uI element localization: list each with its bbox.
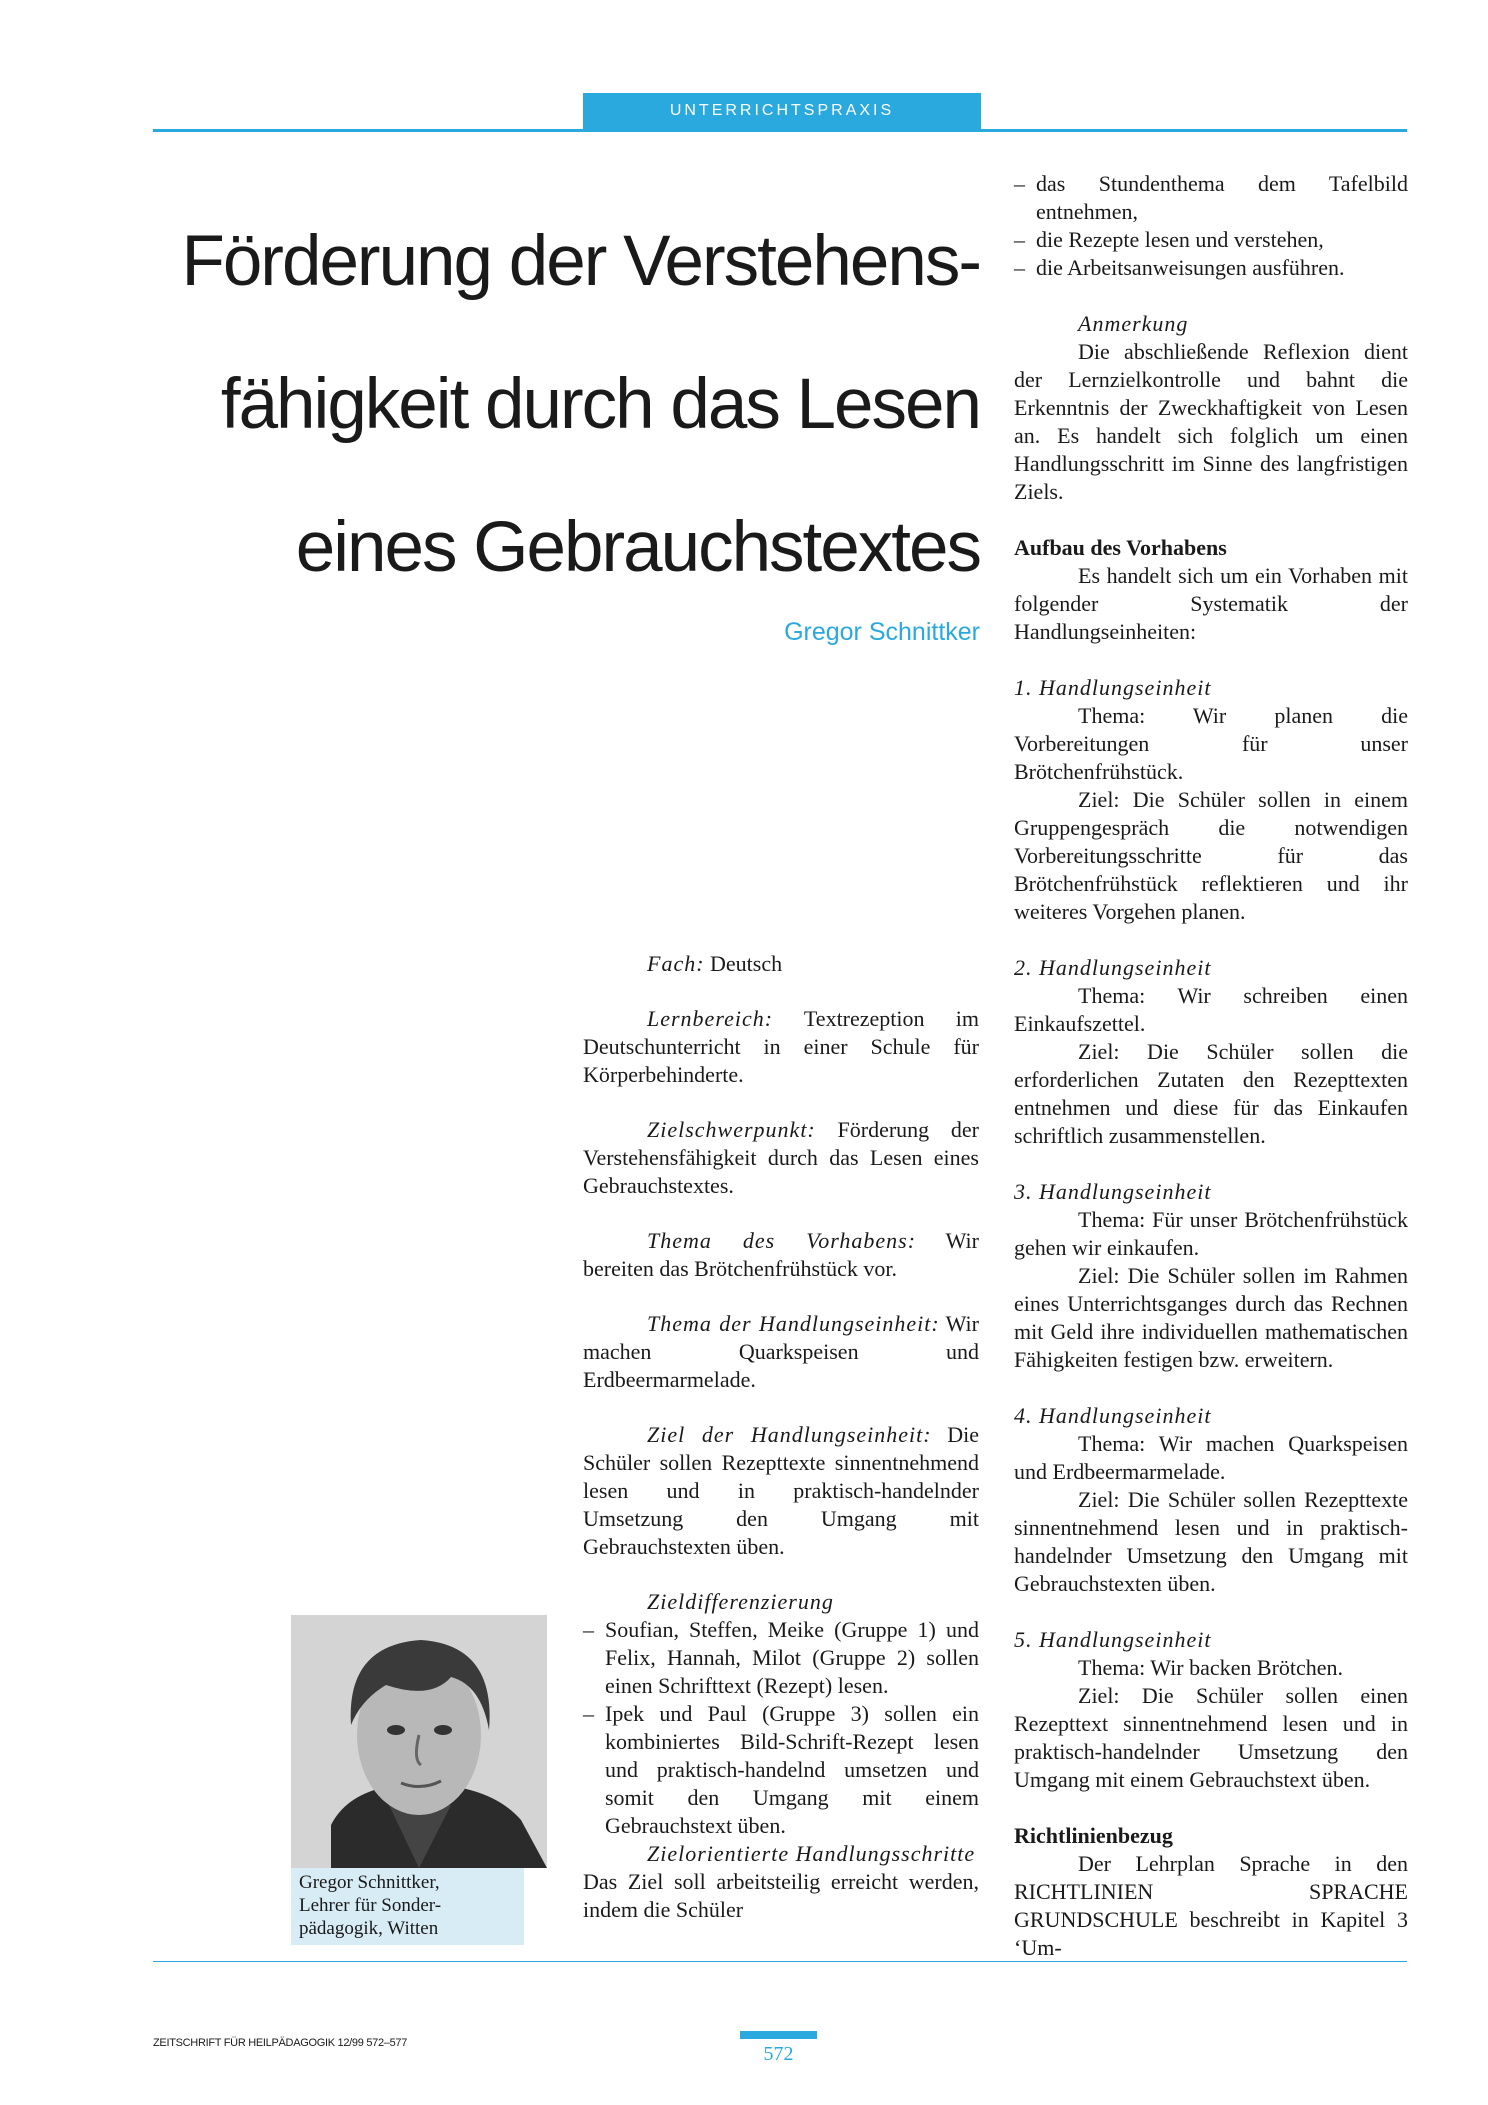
unit-label: 2. Handlungseinheit	[1014, 955, 1212, 980]
zielschwerpunkt-label: Zielschwerpunkt:	[647, 1117, 816, 1142]
list-item: – Soufian, Steffen, Meike (Gruppe 1) und Felix, Hannah, Milot (Gruppe 2) sollen einen Schrifttext (Rezept) lesen.	[583, 1617, 979, 1698]
portrait-image	[291, 1615, 547, 1868]
zieldiff-item: Soufian, Steffen, Meike (Gruppe 1) und Felix, Hannah, Milot (Gruppe 2) sollen einen Schrifttext (Rezept) lesen.	[605, 1617, 979, 1698]
list-item: – Ipek und Paul (Gruppe 3) sollen ein kombiniertes Bild-Schrift-Rezept lesen und praktisch-handelnd umsetzen und somit den Umgang mit einem Gebrauchstext üben.	[583, 1701, 979, 1838]
anmerkung-label: Anmerkung	[1078, 311, 1189, 336]
right-column	[1014, 170, 1408, 1962]
unit-ziel: Ziel: Die Schüler sollen im Rahmen eines Unterrichtsganges durch das Rechnen mit Geld ihre individuellen mathematischen Fähigkeiten festigen bzw. erweitern.	[1014, 1263, 1408, 1372]
thema-handlung-paragraph	[583, 1310, 979, 1394]
title-line-1: Förderung der Verstehens-	[181, 222, 980, 301]
thema-vorhaben-label: Thema des Vorhabens:	[647, 1228, 917, 1253]
step-item: die Arbeitsanweisungen ausführen.	[1036, 255, 1345, 280]
unit-label: 5. Handlungseinheit	[1014, 1627, 1212, 1652]
unit-thema: Thema: Für unser Brötchenfrühstück gehen wir einkaufen.	[1014, 1207, 1408, 1260]
unit-label: 4. Handlungseinheit	[1014, 1403, 1212, 1428]
ziel-handlung-label: Ziel der Handlungseinheit:	[647, 1422, 932, 1447]
list-item: – das Stundenthema dem Tafelbild entnehmen,	[1014, 171, 1408, 224]
aufbau-heading: Aufbau des Vorhabens	[1014, 535, 1227, 560]
unit-ziel: Ziel: Die Schüler sollen die erforderlichen Zutaten den Rezepttexten entnehmen und diese für das Einkaufen schriftlich zusammenstellen.	[1014, 1039, 1408, 1148]
unit-thema: Thema: Wir schreiben einen Einkaufszettel.	[1014, 983, 1408, 1036]
step-item: die Rezepte lesen und verstehen,	[1036, 227, 1324, 252]
ziel-handlung-paragraph	[583, 1421, 979, 1561]
middle-column	[583, 950, 979, 1924]
title-line-2: fähigkeit durch das Lesen	[220, 365, 980, 444]
unit-thema: Thema: Wir backen Brötchen.	[1078, 1655, 1344, 1680]
thema-handlung-value: Wir machen Quarkspeisen und Erdbeermarmelade.	[583, 1311, 979, 1392]
lernbereich-paragraph	[583, 1005, 979, 1089]
section-header-tab: UNTERRICHTSPRAXIS	[583, 93, 981, 129]
unit-ziel: Ziel: Die Schüler sollen in einem Gruppengespräch die notwendigen Vorbereitungsschritte für das Brötchenfrühstück reflektieren und ihr weiteres Vorgehen planen.	[1014, 787, 1408, 924]
caption-line: pädagogik, Witten	[299, 1918, 439, 1939]
richtlinien-text: Der Lehrplan Sprache in den RICHTLINIEN SPRACHE GRUNDSCHULE beschreibt in Kapitel 3 ‘Um-	[1014, 1851, 1408, 1960]
anmerkung-text: Die abschließende Reflexion dient der Lernzielkontrolle und bahnt die Erkenntnis der Zweckhaftigkeit von Lesen an. Es handelt sich folglich um einen Handlungsschritt im Sinne des langfristigen Ziels.	[1014, 339, 1408, 504]
thema-vorhaben-paragraph	[583, 1227, 979, 1283]
zielorient-label: Zielorientierte Handlungsschritte	[647, 1841, 976, 1866]
unit-thema: Thema: Wir machen Quarkspeisen und Erdbeermarmelade.	[1014, 1431, 1408, 1484]
title-line-3: eines Gebrauchstextes	[295, 508, 980, 587]
author-name: Gregor Schnittker	[784, 618, 980, 646]
article-title	[150, 190, 980, 619]
zieldiff-item: Ipek und Paul (Gruppe 3) sollen ein kombiniertes Bild-Schrift-Rezept lesen und praktisch-handelnd umsetzen und somit den Umgang mit einem Gebrauchstext üben.	[605, 1701, 979, 1838]
lernbereich-value: Textrezeption im Deutschunterricht in einer Schule für Körperbehinderte.	[583, 1006, 979, 1087]
fach-value: Deutsch	[704, 951, 783, 976]
fach-label: Fach:	[647, 951, 705, 976]
fach-paragraph	[583, 950, 979, 978]
list-item: – die Arbeitsanweisungen ausführen.	[1014, 254, 1408, 282]
unit-label: 3. Handlungseinheit	[1014, 1179, 1212, 1204]
unit-ziel: Ziel: Die Schüler sollen einen Rezepttext sinnentnehmend lesen und in praktisch-handelnder Umsetzung den Umgang mit einem Gebrauchstext üben.	[1014, 1683, 1408, 1792]
step-item: das Stundenthema dem Tafelbild entnehmen,	[1036, 171, 1408, 224]
caption-line: Gregor Schnittker,	[299, 1872, 440, 1893]
list-item: – die Rezepte lesen und verstehen,	[1014, 226, 1408, 254]
unit-ziel: Ziel: Die Schüler sollen Rezepttexte sinnentnehmend lesen und in praktisch-handelnder Umsetzung den Umgang mit Gebrauchstexten üben.	[1014, 1487, 1408, 1596]
thema-handlung-label: Thema der Handlungseinheit:	[647, 1311, 940, 1336]
ziel-handlung-value: Die Schüler sollen Rezepttexte sinnentnehmend lesen und in praktisch-handelnder Umsetzung den Umgang mit Gebrauchstexten üben.	[583, 1422, 979, 1559]
richtlinien-heading: Richtlinienbezug	[1014, 1823, 1173, 1848]
photo-caption	[291, 1868, 524, 1945]
header-rule	[153, 129, 1407, 132]
lernbereich-label: Lernbereich:	[647, 1006, 774, 1031]
zieldiff-label: Zieldifferenzierung	[647, 1589, 834, 1614]
caption-line: Lehrer für Sonder-	[299, 1895, 442, 1916]
aufbau-text: Es handelt sich um ein Vorhaben mit folgender Systematik der Handlungseinheiten:	[1014, 563, 1408, 644]
page-number-tab	[740, 2031, 817, 2039]
journal-citation: ZEITSCHRIFT FÜR HEILPÄDAGOGIK 12/99 572–577	[153, 2037, 408, 2049]
zielschwerpunkt-value: Förderung der Verstehensfähigkeit durch das Lesen eines Gebrauchstextes.	[583, 1117, 979, 1198]
unit-label: 1. Handlungseinheit	[1014, 675, 1212, 700]
author-photo	[291, 1615, 547, 1868]
page-number: 572	[763, 2043, 794, 2065]
zielschwerpunkt-paragraph	[583, 1116, 979, 1200]
unit-thema: Thema: Wir planen die Vorbereitungen für unser Brötchenfrühstück.	[1014, 703, 1408, 784]
zielorient-text: Das Ziel soll arbeitsteilig erreicht werden, indem die Schüler	[583, 1869, 979, 1922]
thema-vorhaben-value: Wir bereiten das Brötchenfrühstück vor.	[583, 1228, 979, 1281]
footer-rule	[153, 1961, 1407, 1962]
